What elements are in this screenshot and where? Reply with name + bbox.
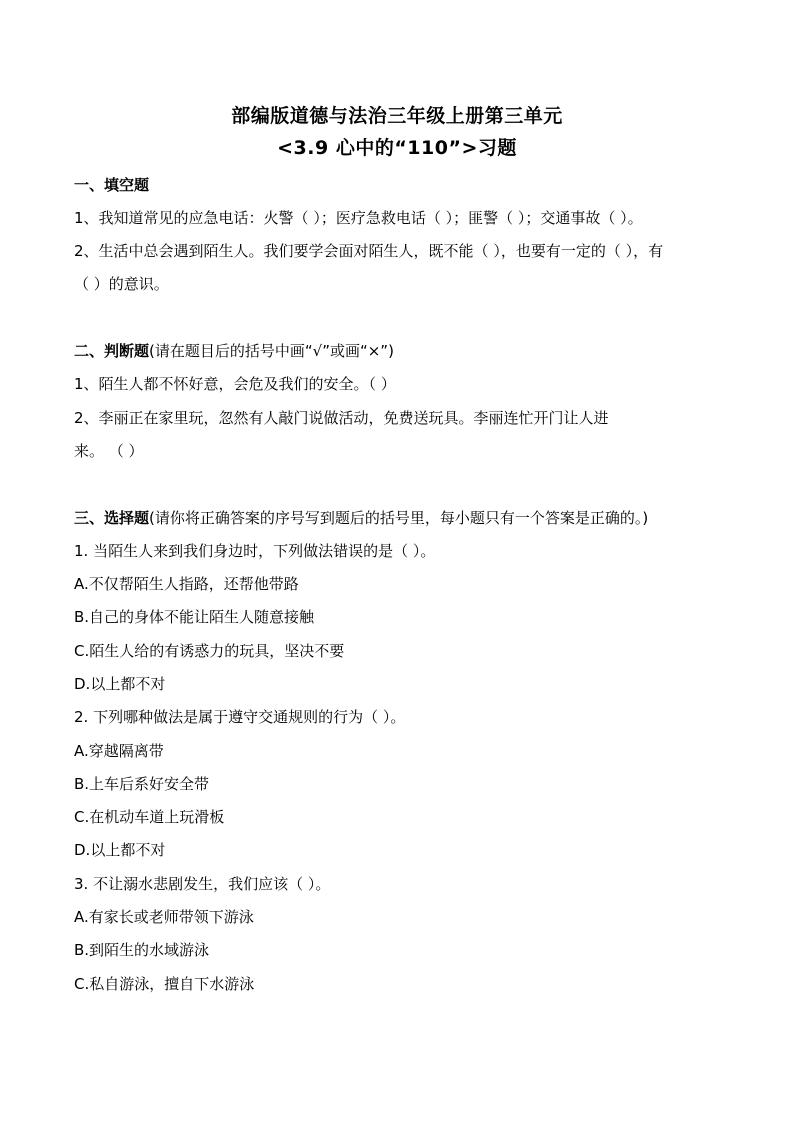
- choice-option: B.自己的身体不能让陌生人随意接触: [74, 608, 315, 626]
- document-title: 部编版道德与法治三年级上册第三单元: [231, 105, 563, 127]
- section-heading-fill-blank: [74, 175, 149, 195]
- choice-option: A.穿越隔离带: [74, 742, 164, 760]
- section-heading-title: 一、填空题: [74, 176, 150, 194]
- section-heading-multiple-choice: [74, 508, 648, 528]
- section-instruction: (请你将正确答案的序号写到题后的括号里，每小题只有一个答案是正确的。): [149, 509, 649, 527]
- choice-option: C.私自游泳，擅自下水游泳: [74, 975, 255, 993]
- choice-option: A.不仅帮陌生人指路，还帮他带路: [74, 575, 299, 593]
- choice-option: B.到陌生的水域游泳: [74, 941, 210, 959]
- question-judge-2-continued: 来。 （ ）: [74, 442, 144, 460]
- choice-option: C.陌生人给的有诱惑力的玩具，坚决不要: [74, 642, 345, 660]
- section-heading-title: 三、选择题: [74, 509, 150, 527]
- question-choice-2: 2. 下列哪种做法是属于遵守交通规则的行为（ ）。: [74, 708, 406, 726]
- question-judge-2: 2、李丽正在家里玩，忽然有人敲门说做活动，免费送玩具。李丽连忙开门让人进: [74, 409, 609, 427]
- choice-option: A.有家长或老师带领下游泳: [74, 908, 254, 926]
- question-choice-1: 1. 当陌生人来到我们身边时，下列做法错误的是（ ）。: [74, 542, 436, 560]
- question-fill-2: 2、生活中总会遇到陌生人。我们要学会面对陌生人，既不能（ ），也要有一定的（ ），有: [74, 242, 664, 260]
- section-instruction: (请在题目后的括号中画“√”或画“×”): [149, 342, 394, 360]
- question-judge-1: 1、陌生人都不怀好意，会危及我们的安全。（ ）: [74, 375, 396, 393]
- choice-option: D.以上都不对: [74, 841, 166, 859]
- question-choice-3: 3. 不让溺水悲剧发生，我们应该（ ）。: [74, 875, 331, 893]
- document-subtitle: <3.9 心中的“110”>习题: [277, 137, 517, 159]
- section-heading-title: 二、判断题: [74, 342, 150, 360]
- choice-option: D.以上都不对: [74, 675, 166, 693]
- choice-option: B.上车后系好安全带: [74, 775, 210, 793]
- question-fill-1: 1、我知道常见的应急电话：火警（ ）；医疗急救电话（ ）；匪警（ ）；交通事故（ ）。: [74, 209, 643, 227]
- choice-option: C.在机动车道上玩滑板: [74, 808, 225, 826]
- question-fill-2-continued: （ ）的意识。: [74, 275, 169, 293]
- section-heading-true-false: [74, 341, 394, 361]
